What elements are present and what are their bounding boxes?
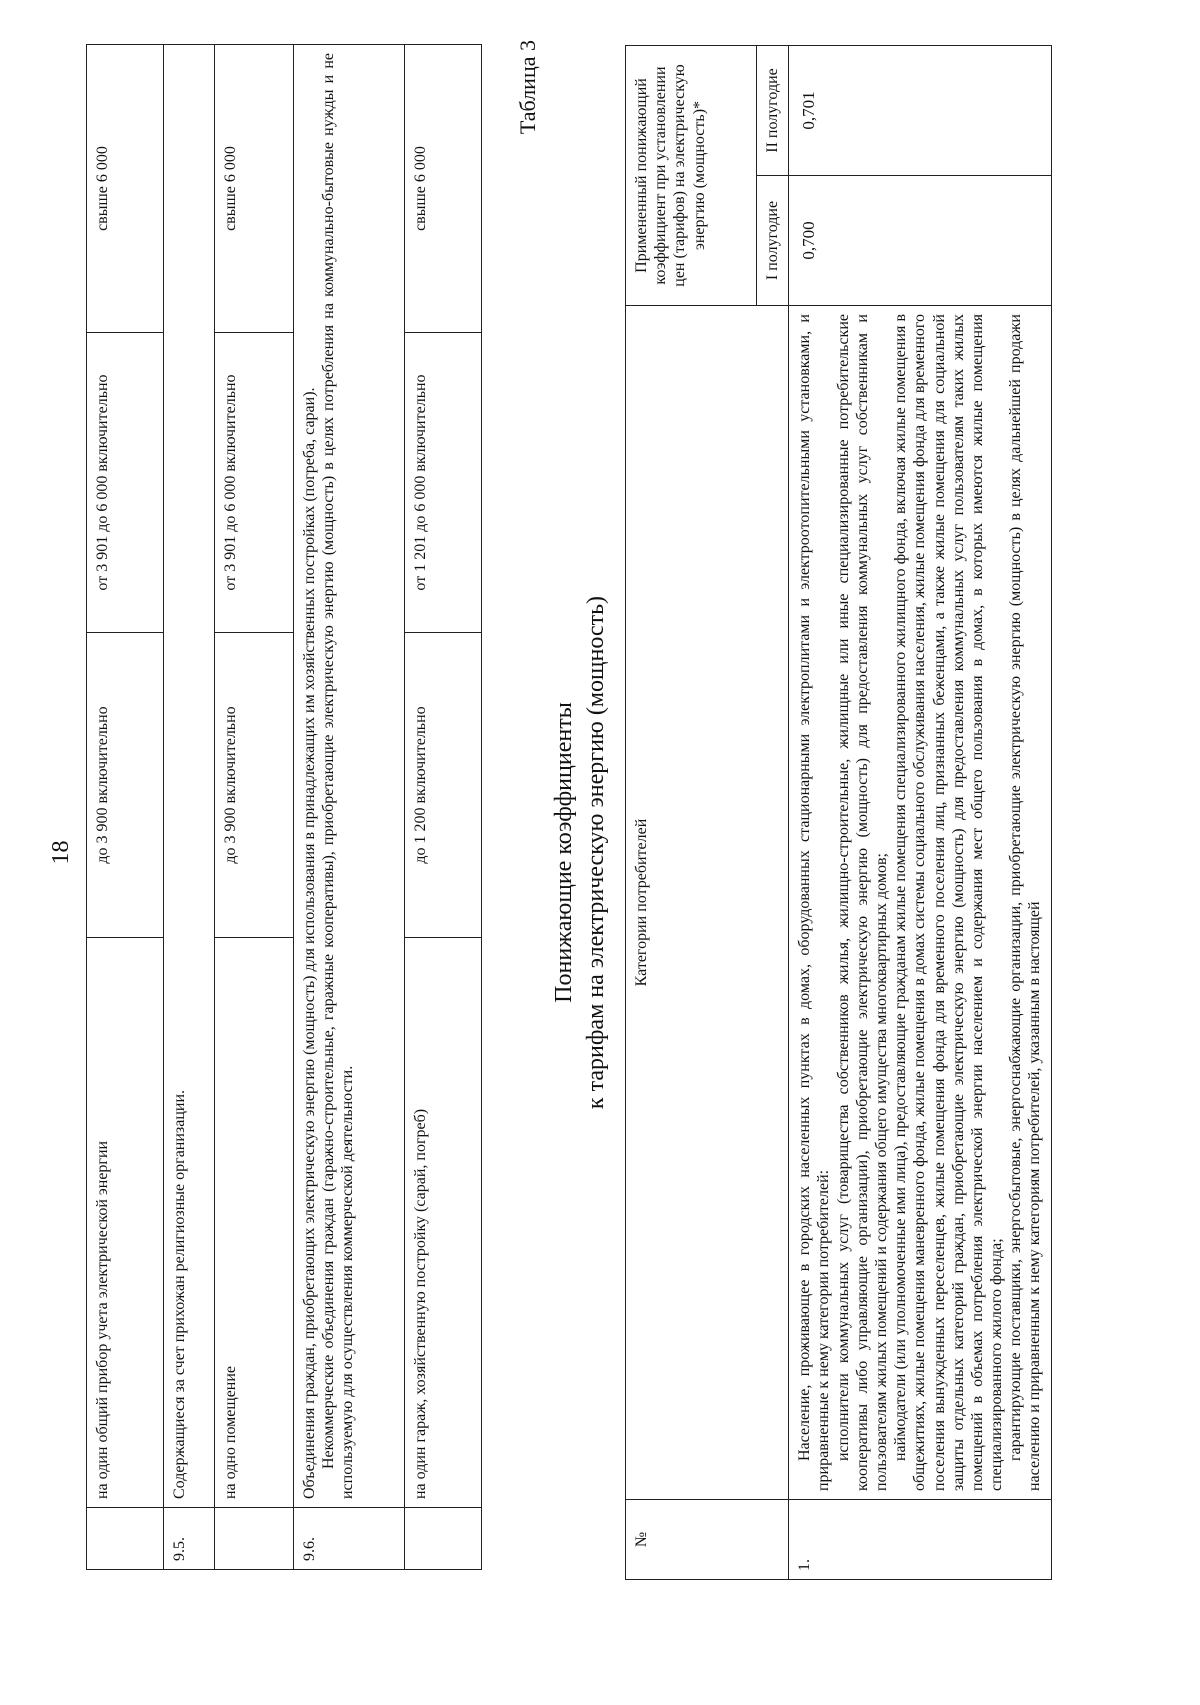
range-high: свыше 6 000 bbox=[405, 45, 482, 333]
paragraph: гарантирующие поставщики, энергосбытовые, энергоснабжающие организации, приобретающие электрическую энергию (мощность) в целях дальнейшей продажи населению и приравненным к нему категориям потребителей, указанным в настоящей bbox=[1007, 314, 1044, 1491]
heading-line: к тарифам на электрическую энергию (мощность) bbox=[583, 595, 610, 1110]
range-high: свыше 6 000 bbox=[215, 45, 294, 333]
coefficients-table bbox=[625, 45, 1052, 1580]
row-number bbox=[405, 1508, 482, 1570]
header-coefficient: Примененный понижающий коэффициент при установлении цен (тарифов) на электрическую энергию (мощность)* bbox=[626, 46, 757, 306]
range-mid: от 3 901 до 6 000 включительно bbox=[215, 333, 294, 633]
paragraph: исполнители коммунальных услуг (товарищества собственников жилья, жилищно-строительные, жилищные или иные специализированные потребительские кооперативы либо управляющие организации), приобретающие электрическую энергию (мощность) для предоставления коммунальных услуг собственникам и пользователям жилых помещений и содержания общего имущества многоквартирных домов; bbox=[834, 314, 890, 1491]
row-description: на одно помещение bbox=[215, 938, 294, 1508]
table-caption: Таблица 3 bbox=[515, 40, 540, 135]
table-row bbox=[215, 45, 294, 1570]
table-row bbox=[789, 46, 1051, 1580]
range-low: до 3 900 включительно bbox=[87, 633, 164, 938]
row-description: на один гараж, хозяйственную постройку (сарай, погреб) bbox=[405, 938, 482, 1508]
range-low: до 1 200 включительно bbox=[405, 633, 482, 938]
table-row bbox=[164, 45, 215, 1570]
table-header-row bbox=[626, 46, 757, 1580]
coefficient-half-2: 0,701 bbox=[789, 46, 1051, 176]
table-row bbox=[294, 45, 405, 1570]
row-number bbox=[215, 1508, 294, 1570]
paragraph: Население, проживающее в городских населенных пунктах в домах, оборудованных стационарными электроплитами и электроотопительными установками, и приравненные к нему категории потребителей: bbox=[796, 314, 833, 1491]
heading-line: Понижающие коэффициенты bbox=[551, 702, 577, 1003]
row-number bbox=[87, 1508, 164, 1570]
header-number: № bbox=[626, 1500, 789, 1580]
top-table bbox=[86, 44, 482, 1570]
row-number: 9.5. bbox=[164, 1508, 215, 1570]
range-high: свыше 6 000 bbox=[87, 45, 164, 333]
row-description: Содержащиеся за счет прихожан религиозные организации. bbox=[164, 45, 215, 1508]
range-mid: от 3 901 до 6 000 включительно bbox=[87, 333, 164, 633]
header-half-1: I полугодие bbox=[757, 176, 789, 306]
table-row bbox=[87, 45, 164, 1570]
row-description-line: Некоммерческие объединения граждан (гаражно-строительные, гаражные кооперативы), приобретающие электрическую энергию (мощность) в целях потребления на коммунально-бытовые нужды и не используемую для осуществления коммерческой деятельности. bbox=[320, 53, 357, 1499]
row-description: на один общий прибор учета электрической энергии bbox=[87, 938, 164, 1508]
row-description bbox=[294, 45, 405, 1508]
range-mid: от 1 201 до 6 000 включительно bbox=[405, 333, 482, 633]
row-category-text bbox=[789, 306, 1051, 1500]
range-low: до 3 900 включительно bbox=[215, 633, 294, 938]
section-heading bbox=[548, 0, 613, 1705]
table-row bbox=[405, 45, 482, 1570]
header-half-2: II полугодие bbox=[757, 46, 789, 176]
row-description-line: Объединения граждан, приобретающих электрическую энергию (мощность) для использования в принадлежащих им хозяйственных постройках (погреба, сараи). bbox=[301, 387, 318, 1499]
row-number: 9.6. bbox=[294, 1508, 405, 1570]
coefficient-half-1: 0,700 bbox=[789, 176, 1051, 306]
paragraph: наймодатели (или уполномоченные ими лица), предоставляющие гражданам жилые помещения специализированного жилищного фонда, включая жилые помещения в общежитиях, жилые помещения маневренного фонда, жилые помещения в домах системы социального обслуживания населения, жилые помещения фонда для временного поселения вынужденных переселенцев, жилые помещения фонда для временного поселения лиц, признанных беженцами, а также жилые помещения для социальной защиты отдельных категорий граждан, приобретающие электрическую энергию (мощность) для предоставления коммунальных услуг пользователям таких жилых помещений в объемах потребления электрической энергии населением и содержания мест общего пользования в домах, в которых имеются жилые помещения специализированного жилого фонда; bbox=[892, 314, 1006, 1491]
row-number: 1. bbox=[789, 1500, 1051, 1580]
page-number: 18 bbox=[48, 840, 74, 865]
header-category: Категории потребителей bbox=[626, 306, 789, 1500]
